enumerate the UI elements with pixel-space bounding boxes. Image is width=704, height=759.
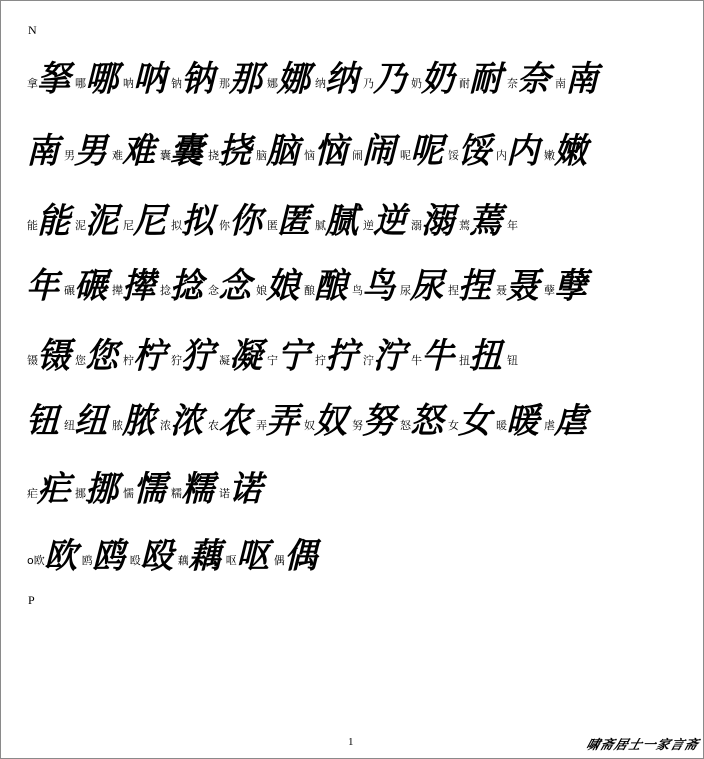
standard-character: o欧 (27, 554, 45, 567)
character-row-5 (27, 316, 695, 376)
cursive-character: 奈 (514, 58, 558, 99)
standard-character: 拧 (315, 354, 326, 367)
character-pair (112, 265, 163, 306)
character-row-8 (27, 516, 695, 576)
standard-character: 呐 (123, 77, 134, 90)
character-pair (507, 220, 518, 241)
character-pair (160, 400, 211, 441)
character-pair (352, 130, 403, 171)
cursive-character: 娜 (274, 58, 318, 99)
cursive-character: 女 (455, 400, 499, 441)
cursive-character: 鸟 (359, 265, 403, 306)
character-pair (27, 535, 84, 576)
cursive-character: 馁 (455, 130, 499, 171)
character-row-1 (27, 39, 695, 99)
cursive-character: 捻 (167, 265, 211, 306)
cursive-character: 拏 (34, 58, 78, 99)
character-pair (304, 130, 355, 171)
standard-character: 鸟 (352, 284, 363, 297)
cursive-character: 难 (119, 130, 163, 171)
cursive-character: 脑 (263, 130, 307, 171)
character-pair (225, 535, 276, 576)
cursive-character: 殴 (137, 535, 180, 576)
character-pair (448, 265, 499, 306)
cursive-character: 拧 (322, 335, 366, 376)
character-pair (256, 400, 307, 441)
cursive-character: 撵 (119, 265, 163, 306)
cursive-character: 柠 (130, 335, 174, 376)
standard-character: 你 (219, 219, 230, 232)
cursive-character: 逆 (370, 200, 414, 241)
cursive-character: 拟 (178, 200, 222, 241)
character-pair (459, 335, 510, 376)
character-pair (171, 335, 222, 376)
standard-character: 泥 (75, 219, 86, 232)
character-pair (208, 130, 259, 171)
character-pair (352, 400, 403, 441)
standard-character: 撵 (112, 284, 123, 297)
character-pair (411, 200, 462, 241)
standard-character: 懦 (123, 487, 134, 500)
standard-character: 挪 (75, 487, 86, 500)
page-number: 1 (348, 736, 354, 748)
standard-character: 您 (75, 354, 86, 367)
standard-character: 酿 (304, 284, 315, 297)
character-pair (171, 468, 222, 509)
standard-character: 泞 (363, 354, 374, 367)
cursive-character: 牛 (418, 335, 462, 376)
cursive-character: 虐 (551, 400, 595, 441)
cursive-character: 闹 (359, 130, 403, 171)
cursive-character: 奶 (418, 58, 462, 99)
character-pair (507, 355, 518, 376)
cursive-character: 蔫 (466, 200, 510, 241)
character-row-2 (23, 111, 695, 171)
cursive-character: 南 (562, 58, 606, 99)
cursive-character: 疟 (34, 468, 78, 509)
character-pair (411, 58, 462, 99)
character-pair (81, 535, 132, 576)
standard-character: 尿 (400, 284, 411, 297)
character-pair (555, 58, 606, 99)
cursive-character: 泞 (370, 335, 414, 376)
standard-character: 糯 (171, 487, 182, 500)
cursive-character: 男 (71, 130, 115, 171)
standard-character: 呕 (225, 554, 237, 567)
cursive-character: 内 (503, 130, 547, 171)
cursive-character: 尼 (130, 200, 174, 241)
character-pair (160, 265, 211, 306)
character-pair (177, 535, 228, 576)
cursive-character: 狞 (178, 335, 222, 376)
character-pair (160, 130, 211, 171)
character-row-6 (23, 381, 695, 441)
cursive-character: 呢 (407, 130, 451, 171)
cursive-character: 怒 (407, 400, 451, 441)
standard-character: 脓 (112, 419, 123, 432)
character-pair (75, 200, 126, 241)
character-pair (363, 200, 414, 241)
standard-character: 馁 (448, 149, 459, 162)
cursive-character: 宁 (274, 335, 318, 376)
cursive-character: 努 (359, 400, 403, 441)
character-pair (64, 130, 115, 171)
cursive-character: 腻 (322, 200, 366, 241)
standard-character: 碾 (64, 284, 75, 297)
standard-character: 闹 (352, 149, 363, 162)
character-pair (64, 400, 115, 441)
cursive-character: 镊 (34, 335, 78, 376)
cursive-character: 欧 (41, 535, 84, 576)
standard-character: 藕 (177, 554, 189, 567)
character-pair (363, 58, 414, 99)
character-pair (256, 265, 307, 306)
cursive-character: 南 (23, 130, 67, 171)
cursive-character: 钮 (23, 400, 67, 441)
standard-character: 柠 (123, 354, 134, 367)
section-letter-n: N (28, 23, 37, 37)
standard-character: 镊 (27, 354, 38, 367)
character-pair (171, 200, 222, 241)
cursive-character: 挪 (82, 468, 126, 509)
cursive-character: 鸥 (89, 535, 132, 576)
standard-character: 难 (112, 149, 123, 162)
cursive-character: 溺 (418, 200, 462, 241)
cursive-character: 能 (34, 200, 78, 241)
character-pair (129, 535, 180, 576)
cursive-character: 暖 (503, 400, 547, 441)
standard-character: 浓 (160, 419, 171, 432)
character-row-7 (27, 449, 695, 509)
standard-character: 捻 (160, 284, 171, 297)
character-pair (267, 58, 318, 99)
cursive-character: 囊 (167, 130, 211, 171)
character-pair (27, 335, 78, 376)
cursive-character: 您 (82, 335, 126, 376)
cursive-character: 尿 (407, 265, 451, 306)
standard-character: 偶 (273, 554, 285, 567)
standard-character: 奴 (304, 419, 315, 432)
standard-character: 内 (496, 149, 507, 162)
character-pair (27, 200, 78, 241)
cursive-character: 聂 (503, 265, 547, 306)
character-pair (171, 58, 222, 99)
cursive-character: 念 (215, 265, 259, 306)
standard-character: 那 (219, 77, 230, 90)
character-pair (400, 130, 451, 171)
character-pair (27, 468, 78, 509)
character-pair (64, 265, 115, 306)
cursive-character: 那 (226, 58, 270, 99)
cursive-character: 钠 (178, 58, 222, 99)
character-row-3 (27, 181, 695, 241)
character-pair (400, 265, 451, 306)
character-pair (27, 58, 78, 99)
standard-character: 拟 (171, 219, 182, 232)
standard-character: 鸥 (81, 554, 93, 567)
character-pair (273, 535, 324, 576)
standard-character: 疟 (27, 487, 38, 500)
standard-character: 恼 (304, 149, 315, 162)
character-pair (112, 130, 163, 171)
standard-character: 捏 (448, 284, 459, 297)
cursive-character: 纽 (71, 400, 115, 441)
character-pair (112, 400, 163, 441)
character-pair (304, 400, 355, 441)
character-pair (544, 265, 595, 306)
character-pair (123, 468, 174, 509)
cursive-character: 扭 (466, 335, 510, 376)
cursive-character: 糯 (178, 468, 222, 509)
standard-character: 殴 (129, 554, 141, 567)
standard-character: 暖 (496, 419, 507, 432)
standard-character: 男 (64, 149, 75, 162)
cursive-character: 弄 (263, 400, 307, 441)
character-pair (304, 265, 355, 306)
character-pair (267, 335, 318, 376)
standard-character: 年 (507, 219, 518, 232)
character-pair (448, 400, 499, 441)
standard-character: 挠 (208, 149, 219, 162)
standard-character: 孽 (544, 284, 555, 297)
character-pair (411, 335, 462, 376)
cursive-character: 农 (215, 400, 259, 441)
standard-character: 耐 (459, 77, 470, 90)
character-pair (352, 265, 403, 306)
character-pair (219, 200, 270, 241)
standard-character: 怒 (400, 419, 411, 432)
cursive-character: 乃 (370, 58, 414, 99)
character-pair (544, 130, 595, 171)
cursive-character: 捏 (455, 265, 499, 306)
cursive-character: 嫩 (551, 130, 595, 171)
character-pair (219, 58, 270, 99)
section-letter-p: P (28, 593, 35, 607)
standard-character: 女 (448, 419, 459, 432)
standard-character: 宁 (267, 354, 278, 367)
character-pair (208, 265, 259, 306)
character-pair (267, 200, 318, 241)
character-pair (75, 468, 126, 509)
standard-character: 能 (27, 219, 38, 232)
cursive-character: 碾 (71, 265, 115, 306)
standard-character: 狞 (171, 354, 182, 367)
standard-character: 呢 (400, 149, 411, 162)
cursive-character: 浓 (167, 400, 211, 441)
standard-character: 蔫 (459, 219, 470, 232)
cursive-character: 诺 (226, 468, 270, 509)
standard-character: 乃 (363, 77, 374, 90)
standard-character: 聂 (496, 284, 507, 297)
standard-character: 念 (208, 284, 219, 297)
standard-character: 南 (555, 77, 566, 90)
character-pair (219, 335, 270, 376)
standard-character: 诺 (219, 487, 230, 500)
character-pair (496, 130, 547, 171)
cursive-character: 呕 (233, 535, 276, 576)
cursive-character: 泥 (82, 200, 126, 241)
cursive-character: 凝 (226, 335, 270, 376)
standard-character: 钠 (171, 77, 182, 90)
standard-character: 牛 (411, 354, 422, 367)
cursive-character: 年 (23, 265, 67, 306)
cursive-character: 纳 (322, 58, 366, 99)
standard-character: 努 (352, 419, 363, 432)
character-pair (315, 58, 366, 99)
standard-character: 娜 (267, 77, 278, 90)
character-pair (23, 265, 67, 306)
character-pair (123, 200, 174, 241)
character-pair (448, 130, 499, 171)
cursive-character: 恼 (311, 130, 355, 171)
standard-character: 奈 (507, 77, 518, 90)
standard-character: 尼 (123, 219, 134, 232)
cursive-character: 藕 (185, 535, 228, 576)
cursive-character: 懦 (130, 468, 174, 509)
standard-character: 脑 (256, 149, 267, 162)
character-pair (544, 400, 595, 441)
character-pair (256, 130, 307, 171)
character-pair (75, 335, 126, 376)
standard-character: 腻 (315, 219, 326, 232)
character-pair (315, 200, 366, 241)
standard-character: 嫩 (544, 149, 555, 162)
character-pair (507, 58, 558, 99)
character-pair (496, 400, 547, 441)
standard-character: 扭 (459, 354, 470, 367)
cursive-character: 偶 (281, 535, 324, 576)
standard-character: 娘 (256, 284, 267, 297)
standard-character: 匿 (267, 219, 278, 232)
character-pair (75, 58, 126, 99)
character-pair (363, 335, 414, 376)
cursive-character: 脓 (119, 400, 163, 441)
character-pair (208, 400, 259, 441)
cursive-character: 匿 (274, 200, 318, 241)
standard-character: 拿 (27, 77, 38, 90)
standard-character: 虐 (544, 419, 555, 432)
cursive-character: 酿 (311, 265, 355, 306)
standard-character: 逆 (363, 219, 374, 232)
cursive-character: 呐 (130, 58, 174, 99)
standard-character: 凝 (219, 354, 230, 367)
character-row-4 (23, 246, 695, 306)
author-signature: 啸斋居士一家言斋 (584, 738, 701, 753)
standard-character: 囊 (160, 149, 171, 162)
character-pair (123, 335, 174, 376)
character-pair (400, 400, 451, 441)
character-pair (123, 58, 174, 99)
standard-character: 纳 (315, 77, 326, 90)
cursive-character: 耐 (466, 58, 510, 99)
character-pair (23, 400, 67, 441)
character-pair (459, 58, 510, 99)
character-pair (219, 468, 270, 509)
character-pair (23, 130, 67, 171)
standard-character: 农 (208, 419, 219, 432)
standard-character: 哪 (75, 77, 86, 90)
cursive-character: 娘 (263, 265, 307, 306)
cursive-character: 你 (226, 200, 270, 241)
cursive-character: 哪 (82, 58, 126, 99)
cursive-character: 孽 (551, 265, 595, 306)
character-pair (496, 265, 547, 306)
standard-character: 奶 (411, 77, 422, 90)
character-pair (459, 200, 510, 241)
character-pair (315, 335, 366, 376)
cursive-character: 奴 (311, 400, 355, 441)
standard-character: 溺 (411, 219, 422, 232)
standard-character: 纽 (64, 419, 75, 432)
cursive-character: 挠 (215, 130, 259, 171)
standard-character: 钮 (507, 354, 518, 367)
standard-character: 弄 (256, 419, 267, 432)
